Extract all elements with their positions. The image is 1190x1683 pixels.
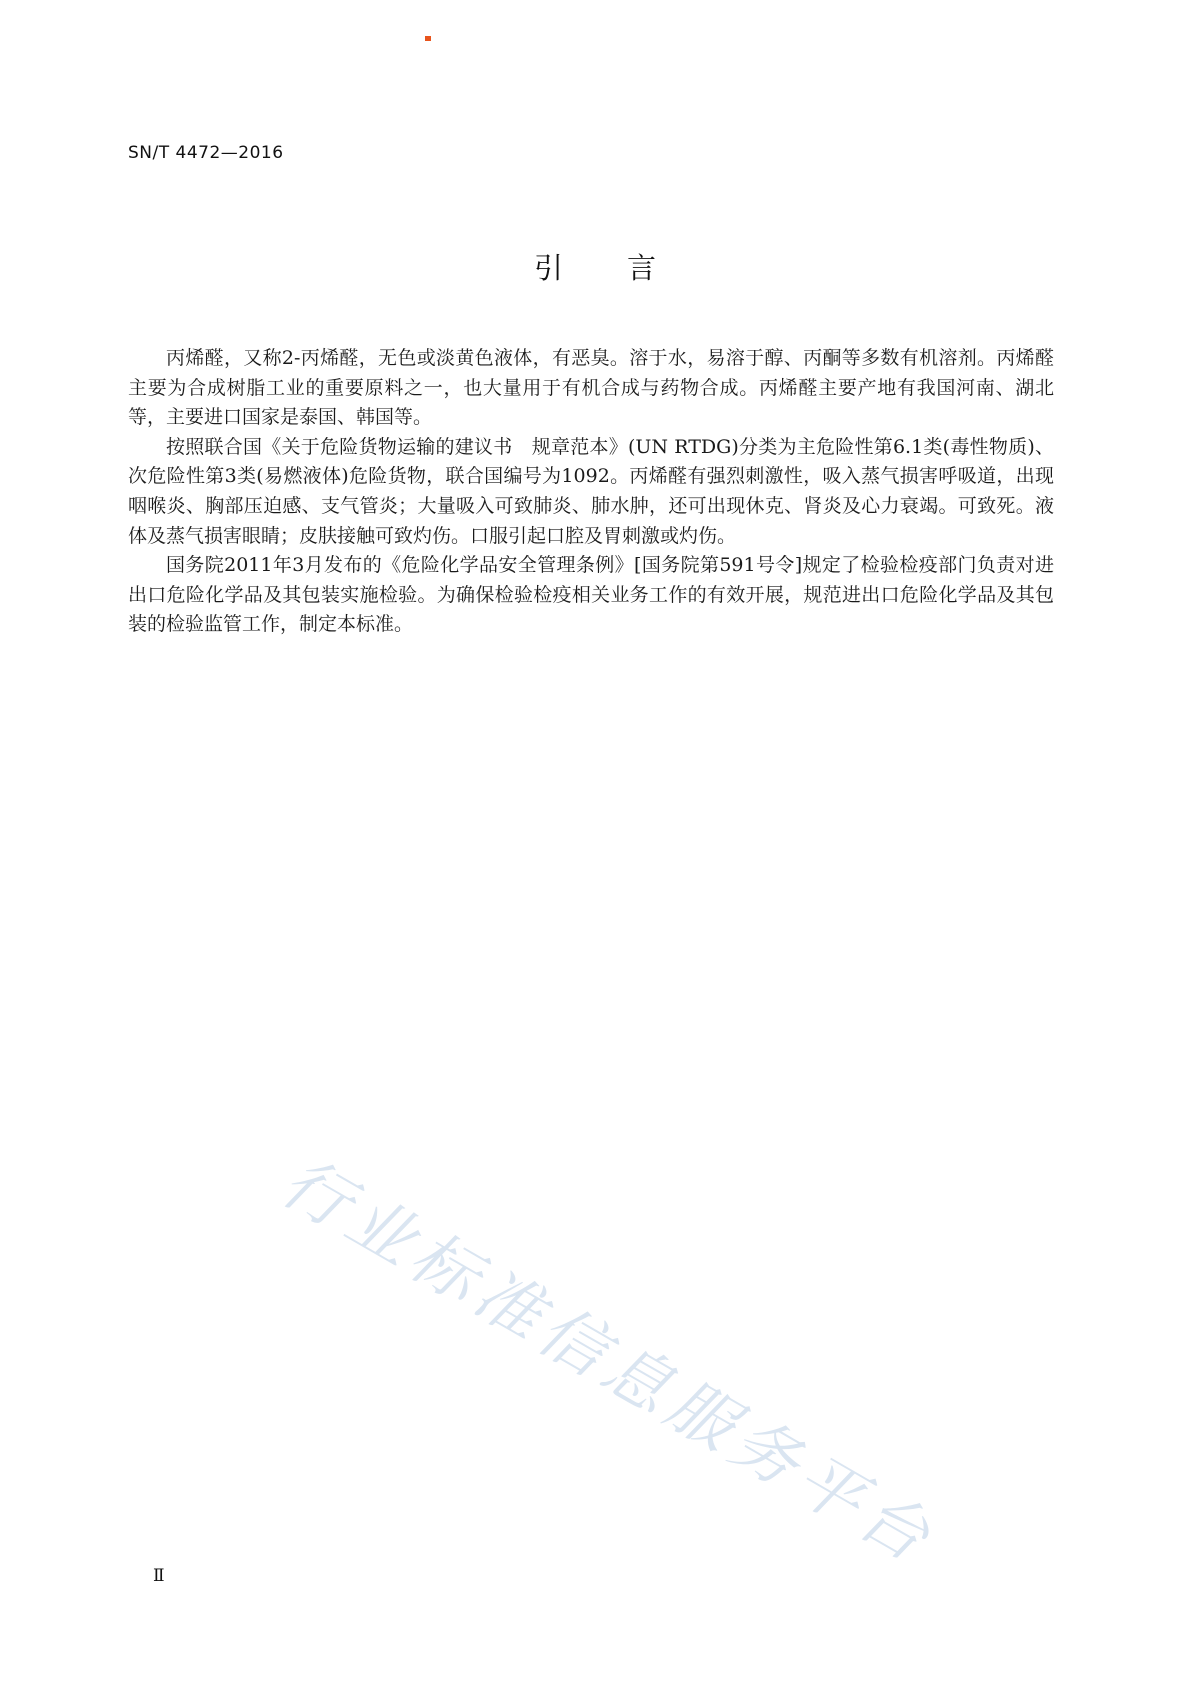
section-title: 引言 (533, 251, 720, 285)
paragraph-3: 国务院2011年3月发布的《危险化学品安全管理条例》[国务院第591号令]规定了检验检疫部门负责对进出口危险化学品及其包装实施检验。为确保检验检疫相关业务工作的有效开展，规范进出口危险化学品及其包装的检验监管工作，制定本标准。 (128, 554, 1054, 636)
standard-code: SN/T 4472—2016 (128, 143, 284, 163)
orange-mark (425, 36, 431, 41)
paragraph-2: 按照联合国《关于危险货物运输的建议书 规章范本》(UN RTDG)分类为主危险性第6.1类(毒性物质)、次危险性第3类(易燃液体)危险货物，联合国编号为1092。丙烯醛有强烈刺激性，吸入蒸气损害呼吸道，出现咽喉炎、胸部压迫感、支气管炎；大量吸入可致肺炎、肺水肿，还可出现休克、肾炎及心力衰竭。可致死。液体及蒸气损害眼睛；皮肤接触可致灼伤。口服引起口腔及胃刺激或灼伤。 (128, 435, 1054, 547)
body-text (128, 344, 1054, 640)
page-number: Ⅱ (153, 1566, 165, 1586)
watermark: 行业标准信息服务平台 (269, 1142, 949, 1580)
paragraph-1: 丙烯醛，又称2-丙烯醛，无色或淡黄色液体，有恶臭。溶于水，易溶于醇、丙酮等多数有机溶剂。丙烯醛主要为合成树脂工业的重要原料之一，也大量用于有机合成与药物合成。丙烯醛主要产地有我国河南、湖北等，主要进口国家是泰国、韩国等。 (128, 347, 1054, 429)
